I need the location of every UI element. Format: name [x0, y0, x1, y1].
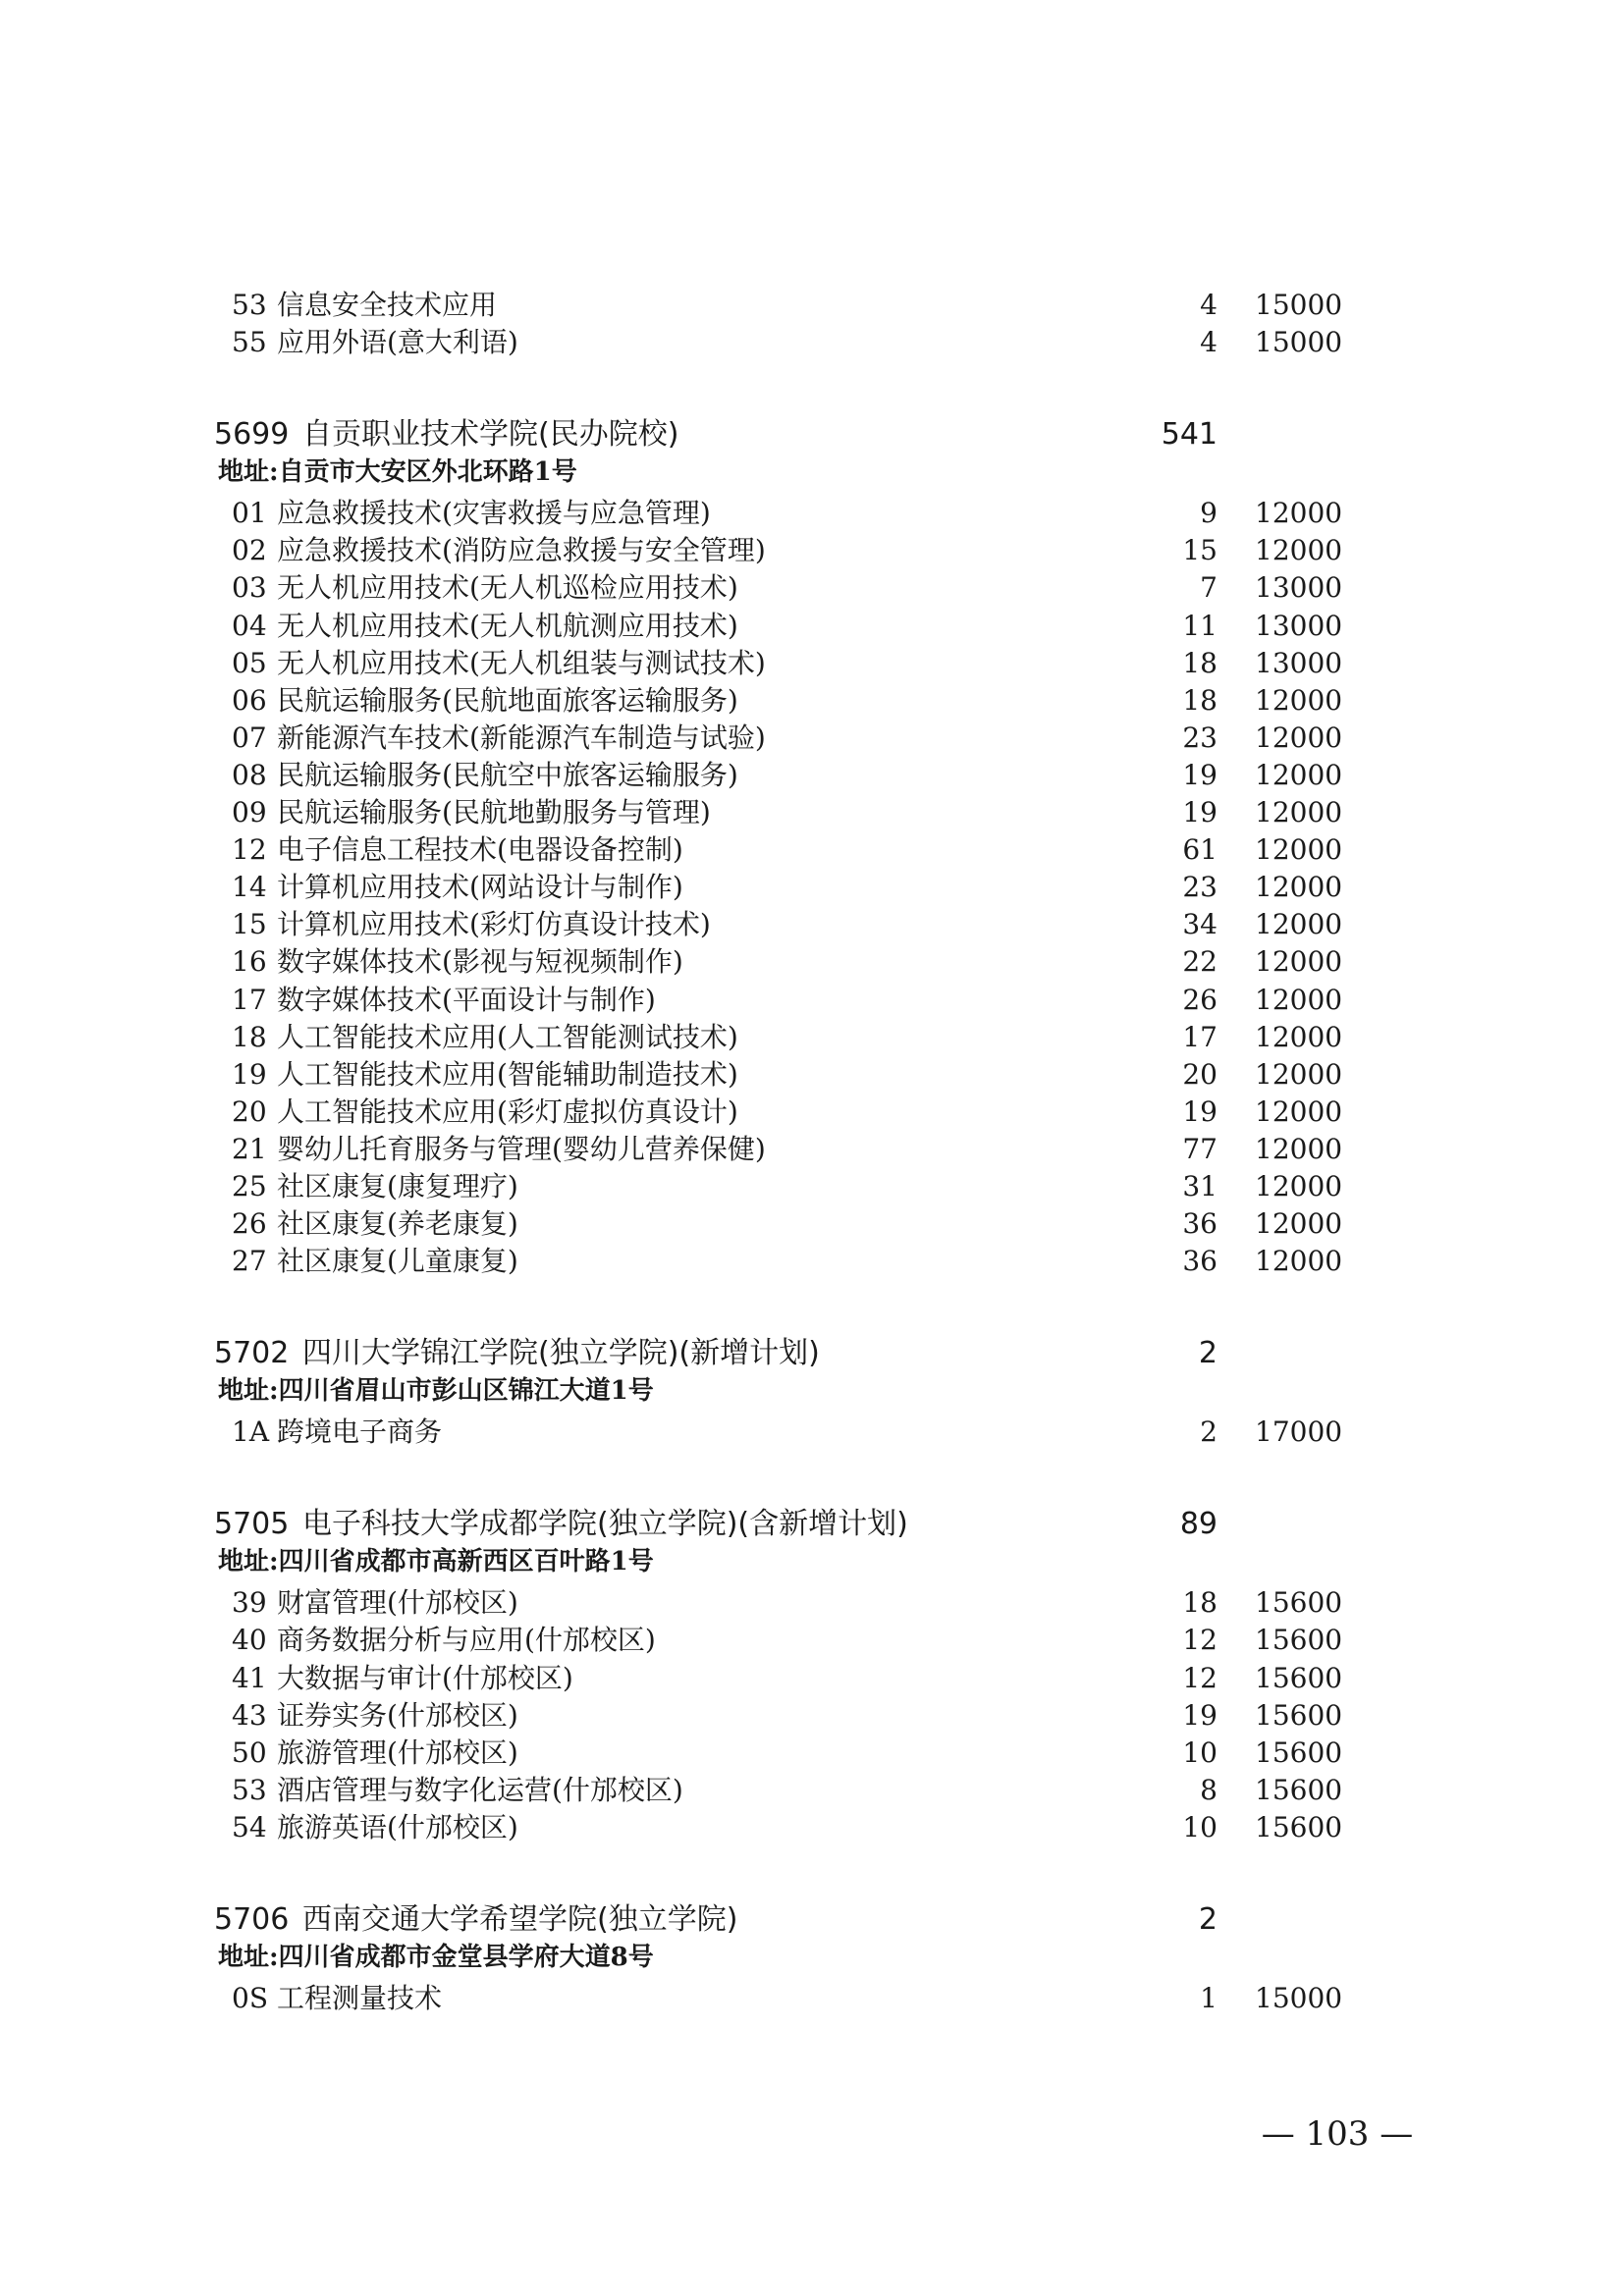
- enrollment-count: 4: [1200, 326, 1218, 358]
- major-row: [0, 1660, 1624, 1697]
- major-name: 应急救援技术(灾害救援与应急管理): [277, 497, 711, 529]
- major-code: 55: [232, 326, 267, 358]
- enrollment-count: 10: [1182, 1736, 1218, 1769]
- tuition-fee: 15000: [1255, 326, 1343, 358]
- enrollment-count: 4: [1200, 289, 1218, 321]
- major-code: 03: [232, 571, 267, 604]
- tuition-fee: 12000: [1255, 759, 1343, 791]
- tuition-fee: 12000: [1255, 984, 1343, 1016]
- school-name: 西南交通大学希望学院(独立学院): [302, 1902, 738, 1937]
- major-code: 25: [232, 1170, 267, 1202]
- school-code: 5706: [214, 1902, 290, 1937]
- major-code: 04: [232, 610, 267, 642]
- major-row: [0, 532, 1624, 569]
- school-total: 89: [1179, 1507, 1218, 1541]
- enrollment-count: 2: [1200, 1415, 1218, 1448]
- major-name: 数字媒体技术(平面设计与制作): [277, 984, 656, 1016]
- major-row: [0, 1168, 1624, 1205]
- major-row: [0, 495, 1624, 532]
- school-name: 四川大学锦江学院(独立学院)(新增计划): [302, 1336, 820, 1370]
- major-name: 人工智能技术应用(智能辅助制造技术): [277, 1058, 738, 1091]
- school-code: 5699: [214, 417, 290, 452]
- school-address: [0, 1543, 1624, 1580]
- enrollment-count: 19: [1182, 1095, 1218, 1128]
- major-code: 08: [232, 759, 267, 791]
- major-code: 02: [232, 534, 267, 566]
- tuition-fee: 12000: [1255, 1021, 1343, 1053]
- major-code: 26: [232, 1207, 267, 1240]
- tuition-fee: 15000: [1255, 289, 1343, 321]
- major-name: 社区康复(儿童康复): [277, 1245, 518, 1277]
- enrollment-count: 7: [1200, 571, 1218, 604]
- major-code: 12: [232, 833, 267, 866]
- major-name: 民航运输服务(民航地面旅客运输服务): [277, 684, 738, 717]
- address-text: 地址:四川省眉山市彭山区锦江大道1号: [218, 1376, 654, 1406]
- major-name: 工程测量技术: [277, 1982, 443, 2014]
- major-row: [0, 906, 1624, 943]
- major-row: [0, 1622, 1624, 1659]
- major-name: 大数据与审计(什邡校区): [277, 1662, 573, 1694]
- major-row: [0, 720, 1624, 757]
- major-row: [0, 645, 1624, 682]
- major-code: 18: [232, 1021, 267, 1053]
- school-code: 5702: [214, 1336, 290, 1370]
- major-code: 1A: [232, 1415, 270, 1448]
- major-name: 信息安全技术应用: [277, 289, 498, 321]
- tuition-fee: 13000: [1255, 610, 1343, 642]
- major-row: [0, 1772, 1624, 1809]
- enrollment-count: 31: [1182, 1170, 1218, 1202]
- enrollment-count: 1: [1200, 1982, 1218, 2014]
- school-heading: [0, 1335, 1624, 1372]
- major-name: 旅游管理(什邡校区): [277, 1736, 518, 1769]
- major-name: 民航运输服务(民航空中旅客运输服务): [277, 759, 738, 791]
- major-row: [0, 1243, 1624, 1280]
- major-code: 0S: [232, 1982, 268, 2014]
- address-text: 地址:四川省成都市金堂县学府大道8号: [218, 1943, 654, 1972]
- enrollment-count: 18: [1182, 1586, 1218, 1619]
- enrollment-count: 20: [1182, 1058, 1218, 1091]
- major-code: 16: [232, 945, 267, 978]
- enrollment-count: 36: [1182, 1245, 1218, 1277]
- major-row: [0, 1131, 1624, 1168]
- tuition-fee: 12000: [1255, 497, 1343, 529]
- major-name: 民航运输服务(民航地勤服务与管理): [277, 796, 711, 828]
- tuition-fee: 15000: [1255, 1982, 1343, 2014]
- tuition-fee: 15600: [1255, 1699, 1343, 1732]
- school-heading: [0, 416, 1624, 454]
- address-text: 地址:四川省成都市高新西区百叶路1号: [218, 1547, 654, 1576]
- major-name: 数字媒体技术(影视与短视频制作): [277, 945, 683, 978]
- major-name: 酒店管理与数字化运营(什邡校区): [277, 1774, 683, 1806]
- enrollment-count: 23: [1182, 871, 1218, 903]
- major-row: [0, 324, 1624, 361]
- major-code: 21: [232, 1133, 267, 1165]
- enrollment-count: 11: [1182, 610, 1218, 642]
- tuition-fee: 12000: [1255, 1133, 1343, 1165]
- major-row: [0, 869, 1624, 906]
- major-code: 43: [232, 1699, 267, 1732]
- major-row: [0, 287, 1624, 324]
- tuition-fee: 12000: [1255, 1095, 1343, 1128]
- tuition-fee: 12000: [1255, 833, 1343, 866]
- tuition-fee: 13000: [1255, 647, 1343, 679]
- major-code: 05: [232, 647, 267, 679]
- major-row: [0, 1735, 1624, 1772]
- major-row: [0, 794, 1624, 831]
- tuition-fee: 12000: [1255, 871, 1343, 903]
- major-row: [0, 1205, 1624, 1243]
- major-name: 应用外语(意大利语): [277, 326, 518, 358]
- major-row: [0, 1809, 1624, 1846]
- major-row: [0, 1056, 1624, 1094]
- enrollment-count: 19: [1182, 1699, 1218, 1732]
- major-name: 计算机应用技术(网站设计与制作): [277, 871, 683, 903]
- page-number: — 103 —: [1261, 2114, 1414, 2154]
- major-code: 27: [232, 1245, 267, 1277]
- enrollment-count: 36: [1182, 1207, 1218, 1240]
- major-name: 电子信息工程技术(电器设备控制): [277, 833, 683, 866]
- tuition-fee: 15600: [1255, 1774, 1343, 1806]
- major-code: 40: [232, 1624, 267, 1656]
- tuition-fee: 12000: [1255, 684, 1343, 717]
- major-name: 新能源汽车技术(新能源汽车制造与试验): [277, 721, 766, 754]
- major-row: [0, 1584, 1624, 1622]
- tuition-fee: 15600: [1255, 1662, 1343, 1694]
- major-code: 14: [232, 871, 267, 903]
- enrollment-count: 8: [1200, 1774, 1218, 1806]
- enrollment-count: 12: [1182, 1624, 1218, 1656]
- tuition-fee: 12000: [1255, 1245, 1343, 1277]
- major-name: 商务数据分析与应用(什邡校区): [277, 1624, 656, 1656]
- school-total: 2: [1198, 1336, 1218, 1370]
- major-code: 41: [232, 1662, 267, 1694]
- major-row: [0, 1094, 1624, 1131]
- enrollment-count: 77: [1182, 1133, 1218, 1165]
- school-heading: [0, 1506, 1624, 1543]
- school-address: [0, 454, 1624, 491]
- major-row: [0, 982, 1624, 1019]
- tuition-fee: 12000: [1255, 1058, 1343, 1091]
- enrollment-count: 19: [1182, 759, 1218, 791]
- tuition-fee: 15600: [1255, 1624, 1343, 1656]
- major-code: 53: [232, 289, 267, 321]
- major-code: 01: [232, 497, 267, 529]
- major-name: 旅游英语(什邡校区): [277, 1811, 518, 1843]
- enrollment-count: 22: [1182, 945, 1218, 978]
- major-row: [0, 757, 1624, 794]
- tuition-fee: 12000: [1255, 796, 1343, 828]
- major-name: 人工智能技术应用(人工智能测试技术): [277, 1021, 738, 1053]
- tuition-fee: 13000: [1255, 571, 1343, 604]
- major-row: [0, 1019, 1624, 1056]
- major-row: [0, 943, 1624, 981]
- major-code: 06: [232, 684, 267, 717]
- major-code: 09: [232, 796, 267, 828]
- enrollment-count: 34: [1182, 908, 1218, 940]
- tuition-fee: 15600: [1255, 1736, 1343, 1769]
- major-name: 跨境电子商务: [277, 1415, 443, 1448]
- enrollment-count: 9: [1200, 497, 1218, 529]
- school-name: 电子科技大学成都学院(独立学院)(含新增计划): [302, 1507, 908, 1541]
- major-row: [0, 682, 1624, 720]
- major-row: [0, 1414, 1624, 1451]
- major-code: 54: [232, 1811, 267, 1843]
- tuition-fee: 12000: [1255, 721, 1343, 754]
- major-name: 婴幼儿托育服务与管理(婴幼儿营养保健): [277, 1133, 766, 1165]
- school-address: [0, 1372, 1624, 1410]
- enrollment-count: 12: [1182, 1662, 1218, 1694]
- major-row: [0, 608, 1624, 645]
- school-name: 自贡职业技术学院(民办院校): [302, 417, 679, 452]
- tuition-fee: 12000: [1255, 534, 1343, 566]
- tuition-fee: 17000: [1255, 1415, 1343, 1448]
- enrollment-count: 17: [1182, 1021, 1218, 1053]
- enrollment-count: 19: [1182, 796, 1218, 828]
- major-row: [0, 569, 1624, 607]
- major-name: 社区康复(康复理疗): [277, 1170, 518, 1202]
- major-row: [0, 1980, 1624, 2017]
- major-name: 社区康复(养老康复): [277, 1207, 518, 1240]
- major-name: 无人机应用技术(无人机巡检应用技术): [277, 571, 738, 604]
- enrollment-count: 61: [1182, 833, 1218, 866]
- enrollment-count: 10: [1182, 1811, 1218, 1843]
- school-address: [0, 1939, 1624, 1976]
- school-total: 2: [1198, 1902, 1218, 1937]
- major-row: [0, 831, 1624, 869]
- tuition-fee: 12000: [1255, 1170, 1343, 1202]
- school-code: 5705: [214, 1507, 290, 1541]
- tuition-fee: 12000: [1255, 945, 1343, 978]
- enrollment-count: 26: [1182, 984, 1218, 1016]
- school-total: 541: [1161, 417, 1218, 452]
- enrollment-count: 18: [1182, 684, 1218, 717]
- major-code: 20: [232, 1095, 267, 1128]
- tuition-fee: 12000: [1255, 1207, 1343, 1240]
- major-name: 证券实务(什邡校区): [277, 1699, 518, 1732]
- major-name: 计算机应用技术(彩灯仿真设计技术): [277, 908, 711, 940]
- major-code: 50: [232, 1736, 267, 1769]
- major-name: 应急救援技术(消防应急救援与安全管理): [277, 534, 766, 566]
- tuition-fee: 15600: [1255, 1586, 1343, 1619]
- major-name: 无人机应用技术(无人机航测应用技术): [277, 610, 738, 642]
- enrollment-count: 23: [1182, 721, 1218, 754]
- tuition-fee: 15600: [1255, 1811, 1343, 1843]
- address-text: 地址:自贡市大安区外北环路1号: [218, 457, 577, 487]
- tuition-fee: 12000: [1255, 908, 1343, 940]
- major-code: 17: [232, 984, 267, 1016]
- major-row: [0, 1697, 1624, 1735]
- school-heading: [0, 1901, 1624, 1939]
- major-code: 53: [232, 1774, 267, 1806]
- enrollment-count: 18: [1182, 647, 1218, 679]
- major-code: 19: [232, 1058, 267, 1091]
- major-name: 人工智能技术应用(彩灯虚拟仿真设计): [277, 1095, 738, 1128]
- major-code: 39: [232, 1586, 267, 1619]
- major-name: 财富管理(什邡校区): [277, 1586, 518, 1619]
- major-code: 07: [232, 721, 267, 754]
- major-code: 15: [232, 908, 267, 940]
- major-name: 无人机应用技术(无人机组装与测试技术): [277, 647, 766, 679]
- enrollment-count: 15: [1182, 534, 1218, 566]
